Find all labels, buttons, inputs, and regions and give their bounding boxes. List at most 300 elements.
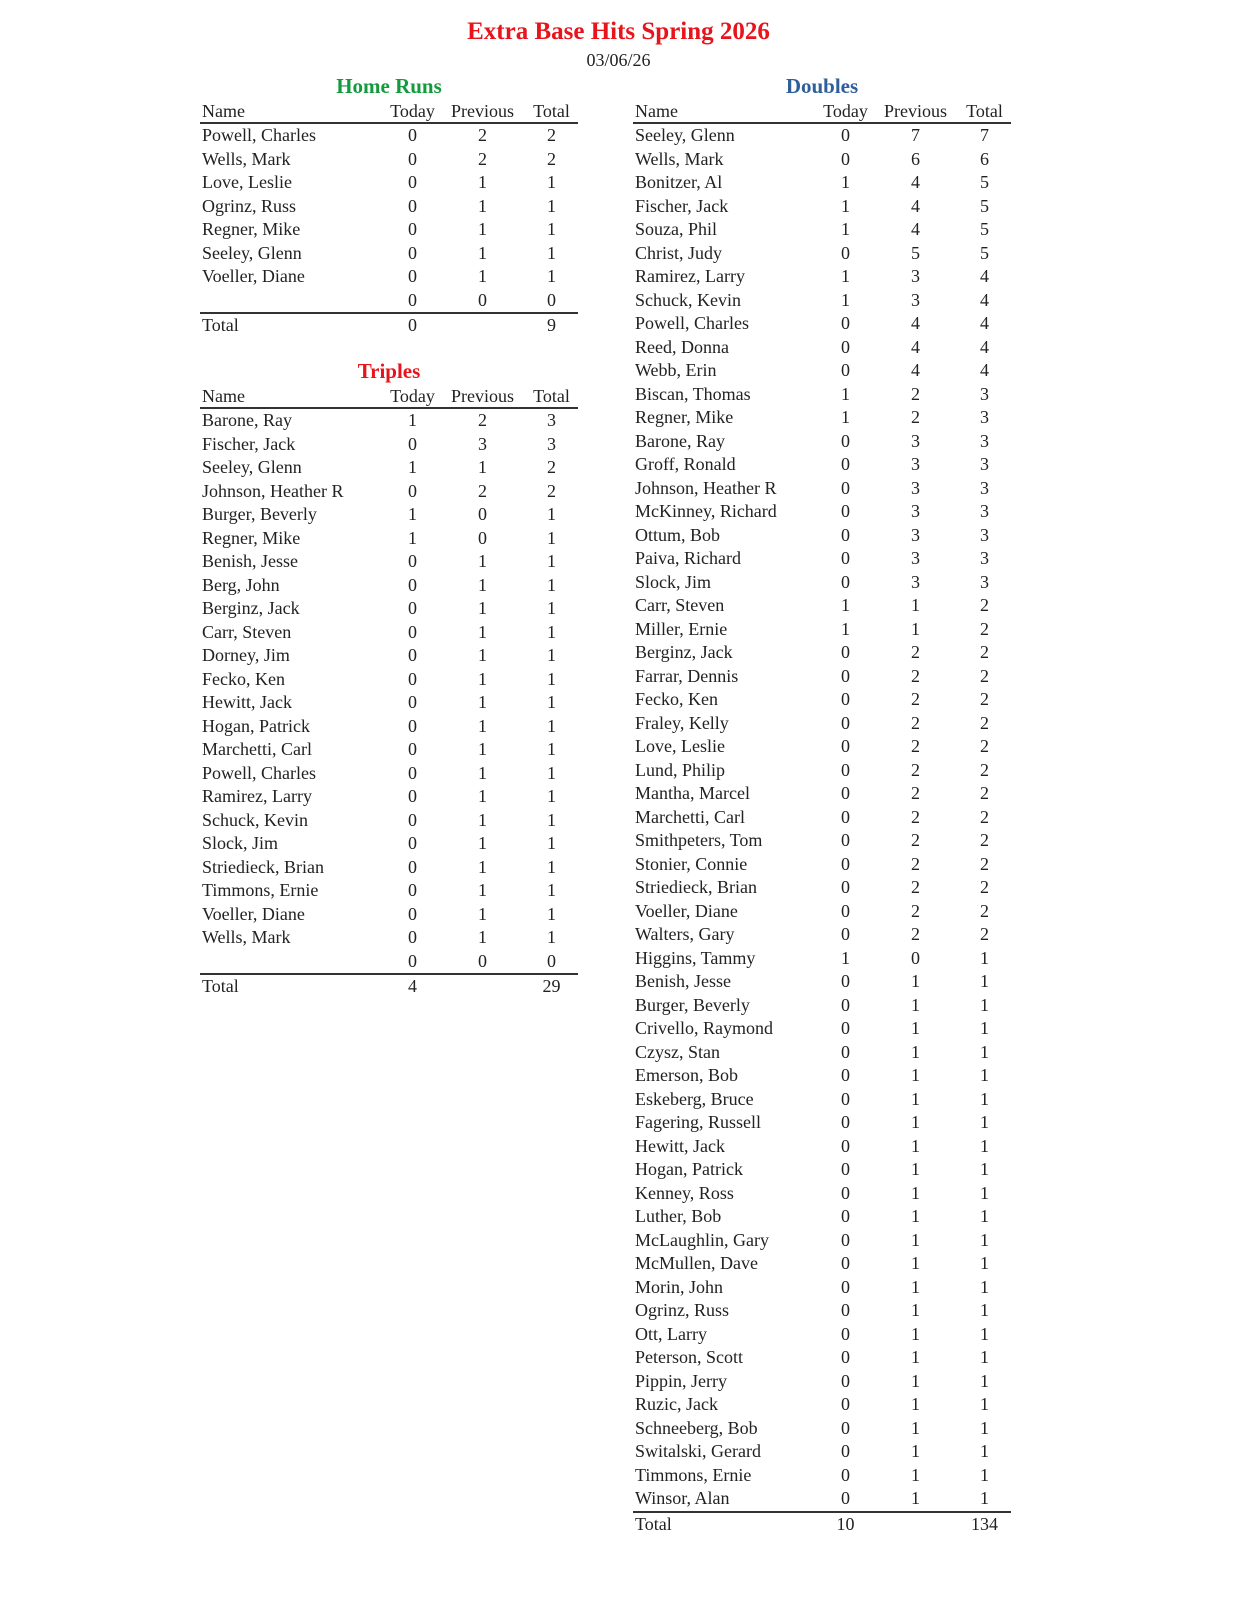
total-name: Total bbox=[633, 1512, 818, 1537]
cell-name: Ramirez, Larry bbox=[202, 786, 312, 806]
cell-today: 0 bbox=[841, 1135, 850, 1156]
table-row bbox=[200, 123, 578, 148]
table-row bbox=[633, 1276, 1011, 1300]
table-row bbox=[200, 456, 578, 480]
cell-total: 1 bbox=[547, 621, 556, 642]
cell-previous: 2 bbox=[911, 783, 920, 803]
table-row bbox=[633, 453, 1011, 477]
column-header-total: Total bbox=[958, 100, 1011, 123]
cell-name: McKinney, Richard bbox=[635, 501, 777, 521]
cell-total: 5 bbox=[980, 172, 989, 192]
cell-total: 1 bbox=[980, 994, 989, 1015]
cell-total: 1 bbox=[547, 574, 556, 595]
cell-name: Fagering, Russell bbox=[635, 1112, 761, 1132]
table-row bbox=[633, 1135, 1011, 1159]
cell-previous: 1 bbox=[478, 786, 487, 806]
cell-previous: 2 bbox=[911, 830, 920, 850]
cell-previous: 0 bbox=[911, 947, 920, 968]
cell-total: 2 bbox=[547, 480, 556, 501]
cell-previous: 1 bbox=[911, 1159, 920, 1179]
cell-previous: 1 bbox=[478, 762, 487, 783]
cell-previous: 1 bbox=[478, 621, 487, 642]
cell-previous: 2 bbox=[911, 736, 920, 756]
cell-total: 1 bbox=[980, 1088, 989, 1109]
cell-name: Bonitzer, Al bbox=[635, 172, 723, 192]
total-total: 134 bbox=[958, 1512, 1011, 1537]
cell-name: Fecko, Ken bbox=[635, 689, 718, 709]
cell-name: Love, Leslie bbox=[635, 736, 725, 756]
cell-name: Johnson, Heather R bbox=[635, 477, 777, 498]
cell-total: 3 bbox=[980, 430, 989, 451]
table-row bbox=[200, 574, 578, 598]
cell-previous: 1 bbox=[478, 927, 487, 947]
total-name: Total bbox=[200, 974, 385, 999]
cell-today: 0 bbox=[841, 1464, 850, 1485]
column-header-today: Today bbox=[385, 385, 440, 408]
cell-name: McLaughlin, Gary bbox=[635, 1229, 769, 1250]
table-row bbox=[633, 1393, 1011, 1417]
cell-name: Dorney, Jim bbox=[202, 645, 290, 665]
report-date: 03/06/26 bbox=[586, 50, 651, 70]
table-row bbox=[633, 242, 1011, 266]
table-row bbox=[633, 383, 1011, 407]
cell-previous: 1 bbox=[911, 1206, 920, 1226]
cell-previous: 5 bbox=[911, 242, 920, 263]
cell-name: Timmons, Ernie bbox=[635, 1464, 752, 1485]
cell-total: 2 bbox=[980, 595, 989, 615]
cell-name: Marchetti, Carl bbox=[635, 806, 745, 827]
cell-total: 1 bbox=[547, 786, 556, 806]
cell-previous: 1 bbox=[911, 1323, 920, 1344]
cell-name: Biscan, Thomas bbox=[635, 383, 751, 404]
cell-total: 0 bbox=[547, 289, 556, 310]
cell-previous: 4 bbox=[911, 219, 920, 239]
cell-name: Farrar, Dennis bbox=[635, 665, 739, 686]
cell-today: 0 bbox=[841, 148, 850, 169]
cell-previous: 3 bbox=[911, 501, 920, 521]
cell-today: 0 bbox=[408, 598, 417, 618]
cell-today: 0 bbox=[408, 266, 417, 286]
table-row bbox=[633, 547, 1011, 571]
cell-today: 0 bbox=[841, 336, 850, 357]
cell-total: 1 bbox=[980, 1206, 989, 1226]
cell-today: 0 bbox=[841, 1441, 850, 1461]
table-row bbox=[633, 406, 1011, 430]
table-row bbox=[633, 524, 1011, 548]
cell-today: 0 bbox=[841, 1347, 850, 1367]
cell-today: 0 bbox=[841, 689, 850, 709]
cell-today: 0 bbox=[841, 642, 850, 662]
total-today: 4 bbox=[385, 974, 440, 999]
cell-total: 3 bbox=[980, 501, 989, 521]
cell-name: Emerson, Bob bbox=[635, 1065, 738, 1085]
cell-previous: 4 bbox=[911, 313, 920, 333]
cell-previous: 1 bbox=[911, 1488, 920, 1508]
cell-total: 1 bbox=[547, 739, 556, 759]
table-row bbox=[633, 829, 1011, 853]
cell-today: 0 bbox=[841, 242, 850, 263]
cell-previous: 1 bbox=[478, 856, 487, 877]
cell-previous: 1 bbox=[911, 1253, 920, 1273]
cell-previous: 3 bbox=[911, 477, 920, 498]
table-row bbox=[200, 265, 578, 289]
cell-total: 1 bbox=[547, 172, 556, 192]
cell-name: Hewitt, Jack bbox=[202, 692, 292, 712]
cell-previous: 1 bbox=[911, 1441, 920, 1461]
table-row bbox=[633, 1346, 1011, 1370]
cell-today: 0 bbox=[408, 786, 417, 806]
cell-previous: 1 bbox=[911, 1018, 920, 1038]
cell-total: 1 bbox=[547, 833, 556, 853]
cell-previous: 1 bbox=[911, 1347, 920, 1367]
table-row bbox=[633, 1229, 1011, 1253]
cell-name: Voeller, Diane bbox=[635, 900, 738, 921]
cell-name: Switalski, Gerard bbox=[635, 1441, 761, 1461]
cell-today: 0 bbox=[841, 1417, 850, 1438]
cell-previous: 3 bbox=[911, 524, 920, 545]
table-row bbox=[633, 500, 1011, 524]
cell-today: 0 bbox=[408, 668, 417, 689]
cell-name: Souza, Phil bbox=[635, 219, 718, 239]
cell-today: 0 bbox=[841, 994, 850, 1015]
cell-today: 0 bbox=[408, 739, 417, 759]
cell-name: Paiva, Richard bbox=[635, 548, 741, 568]
cell-total: 3 bbox=[980, 454, 989, 474]
cell-previous: 1 bbox=[478, 598, 487, 618]
cell-previous: 3 bbox=[478, 433, 487, 454]
cell-previous: 1 bbox=[911, 1088, 920, 1109]
total-row bbox=[633, 1512, 1011, 1537]
cell-today: 0 bbox=[841, 712, 850, 733]
cell-previous: 2 bbox=[911, 806, 920, 827]
cell-previous: 2 bbox=[911, 853, 920, 874]
cell-name: Berginz, Jack bbox=[202, 598, 300, 618]
table-row bbox=[633, 782, 1011, 806]
cell-name: Barone, Ray bbox=[635, 430, 725, 451]
cell-today: 0 bbox=[408, 880, 417, 900]
table-row bbox=[200, 762, 578, 786]
table-row bbox=[200, 691, 578, 715]
cell-total: 4 bbox=[980, 360, 989, 380]
cell-name: Timmons, Ernie bbox=[202, 880, 319, 900]
cell-today: 0 bbox=[841, 1370, 850, 1391]
table-row bbox=[633, 218, 1011, 242]
cell-today: 0 bbox=[841, 1159, 850, 1179]
cell-today: 1 bbox=[841, 266, 850, 286]
table-row bbox=[633, 477, 1011, 501]
cell-today: 1 bbox=[408, 457, 417, 477]
table-row bbox=[200, 856, 578, 880]
cell-total: 2 bbox=[980, 924, 989, 944]
cell-name: Burger, Beverly bbox=[635, 994, 750, 1015]
table-row bbox=[633, 688, 1011, 712]
cell-today: 1 bbox=[841, 289, 850, 310]
table-row bbox=[200, 785, 578, 809]
total-today: 10 bbox=[818, 1512, 873, 1537]
cell-previous: 1 bbox=[911, 1182, 920, 1203]
cell-today: 0 bbox=[841, 971, 850, 991]
table-row bbox=[200, 527, 578, 551]
cell-total: 1 bbox=[547, 903, 556, 924]
cell-total: 1 bbox=[547, 598, 556, 618]
cell-name: Hogan, Patrick bbox=[635, 1159, 743, 1179]
table-row bbox=[633, 123, 1011, 148]
cell-name bbox=[200, 950, 385, 975]
cell-today: 1 bbox=[841, 407, 850, 427]
cell-total: 1 bbox=[547, 266, 556, 286]
cell-total: 3 bbox=[547, 410, 556, 430]
cell-today: 1 bbox=[408, 527, 417, 548]
table-row bbox=[200, 408, 578, 433]
cell-total: 3 bbox=[547, 433, 556, 454]
cell-total: 4 bbox=[980, 266, 989, 286]
cell-name: McMullen, Dave bbox=[635, 1253, 758, 1273]
table-row bbox=[633, 806, 1011, 830]
cell-previous: 1 bbox=[478, 172, 487, 192]
cell-total: 2 bbox=[980, 736, 989, 756]
cell-name: Czysz, Stan bbox=[635, 1041, 720, 1062]
cell-today: 0 bbox=[841, 1394, 850, 1414]
cell-name: Higgins, Tammy bbox=[635, 947, 756, 968]
column-header-today: Today bbox=[385, 100, 440, 123]
cell-previous: 0 bbox=[478, 527, 487, 548]
table-row bbox=[633, 853, 1011, 877]
cell-name: Mantha, Marcel bbox=[635, 783, 750, 803]
cell-name: Marchetti, Carl bbox=[202, 739, 312, 759]
cell-today: 0 bbox=[408, 715, 417, 736]
cell-total: 1 bbox=[547, 668, 556, 689]
cell-previous: 1 bbox=[478, 880, 487, 900]
cell-total: 1 bbox=[980, 1135, 989, 1156]
cell-name: Regner, Mike bbox=[202, 219, 301, 239]
cell-name: Ramirez, Larry bbox=[635, 266, 745, 286]
cell-name: Ogrinz, Russ bbox=[635, 1300, 729, 1320]
cell-total: 2 bbox=[980, 900, 989, 921]
table-row bbox=[633, 618, 1011, 642]
cell-name: Peterson, Scott bbox=[635, 1347, 743, 1367]
cell-total: 1 bbox=[980, 1441, 989, 1461]
cell-today: 1 bbox=[841, 172, 850, 192]
cell-previous: 2 bbox=[478, 148, 487, 169]
cell-name: Seeley, Glenn bbox=[202, 242, 302, 263]
cell-total: 2 bbox=[980, 642, 989, 662]
cell-total: 1 bbox=[980, 947, 989, 968]
cell-name: Wells, Mark bbox=[635, 148, 724, 169]
cell-today: 0 bbox=[408, 621, 417, 642]
total-today: 0 bbox=[385, 313, 440, 338]
column-header-name: Name bbox=[633, 100, 818, 123]
cell-name: Kenney, Ross bbox=[635, 1182, 734, 1203]
table-row bbox=[633, 430, 1011, 454]
cell-total: 1 bbox=[980, 1394, 989, 1414]
cell-name: Berginz, Jack bbox=[635, 642, 733, 662]
doubles-title: Doubles bbox=[785, 74, 859, 98]
cell-total: 1 bbox=[547, 527, 556, 548]
cell-total: 1 bbox=[980, 971, 989, 991]
total-total: 9 bbox=[525, 313, 578, 338]
cell-previous: 2 bbox=[911, 665, 920, 686]
table-row bbox=[633, 336, 1011, 360]
cell-today: 0 bbox=[841, 1276, 850, 1297]
cell-today: 0 bbox=[408, 856, 417, 877]
cell-total: 1 bbox=[547, 551, 556, 571]
cell-total: 1 bbox=[980, 1323, 989, 1344]
cell-name: Carr, Steven bbox=[635, 595, 725, 615]
cell-total: 1 bbox=[547, 692, 556, 712]
cell-total: 5 bbox=[980, 242, 989, 263]
cell-name: Winsor, Alan bbox=[635, 1488, 730, 1508]
cell-name: Striedieck, Brian bbox=[635, 877, 757, 897]
cell-total: 4 bbox=[980, 336, 989, 357]
cell-previous: 3 bbox=[911, 548, 920, 568]
cell-previous: 4 bbox=[911, 195, 920, 216]
cell-previous: 2 bbox=[478, 410, 487, 430]
cell-name: Seeley, Glenn bbox=[202, 457, 302, 477]
cell-previous: 1 bbox=[911, 1065, 920, 1085]
table-row bbox=[633, 665, 1011, 689]
cell-name: Benish, Jesse bbox=[202, 551, 298, 571]
cell-name: Ruzic, Jack bbox=[635, 1394, 718, 1414]
table-row bbox=[200, 550, 578, 574]
cell-today: 0 bbox=[408, 433, 417, 454]
cell-previous: 1 bbox=[478, 715, 487, 736]
cell-name: Fraley, Kelly bbox=[635, 712, 729, 733]
cell-today: 0 bbox=[841, 665, 850, 686]
table-header-row bbox=[633, 100, 1011, 123]
cell-today: 0 bbox=[841, 1300, 850, 1320]
cell-today: 0 bbox=[841, 571, 850, 592]
cell-total: 2 bbox=[980, 783, 989, 803]
cell-total: 3 bbox=[980, 571, 989, 592]
cell-total: 1 bbox=[980, 1488, 989, 1508]
cell-name: Burger, Beverly bbox=[202, 504, 317, 524]
table-row bbox=[633, 1487, 1011, 1512]
cell-today: 0 bbox=[841, 1065, 850, 1085]
cell-today: 0 bbox=[841, 125, 850, 145]
cell-name: Pippin, Jerry bbox=[635, 1370, 727, 1391]
cell-total: 1 bbox=[547, 762, 556, 783]
total-row bbox=[200, 974, 578, 999]
cell-name: Christ, Judy bbox=[635, 242, 723, 263]
cell-previous: 1 bbox=[911, 1300, 920, 1320]
cell-today: 0 bbox=[841, 454, 850, 474]
cell-name: Johnson, Heather R bbox=[202, 480, 344, 501]
cell-today: 0 bbox=[841, 524, 850, 545]
cell-total: 1 bbox=[547, 880, 556, 900]
cell-today: 0 bbox=[841, 900, 850, 921]
cell-total: 2 bbox=[980, 853, 989, 874]
table-row bbox=[200, 715, 578, 739]
cell-name: Crivello, Raymond bbox=[635, 1018, 773, 1038]
table-row bbox=[200, 195, 578, 219]
cell-name: Powell, Charles bbox=[202, 762, 316, 783]
cell-name: Eskeberg, Bruce bbox=[635, 1088, 754, 1109]
cell-today: 1 bbox=[841, 947, 850, 968]
total-row bbox=[200, 313, 578, 338]
cell-total: 5 bbox=[980, 195, 989, 216]
cell-previous: 1 bbox=[478, 219, 487, 239]
table-row bbox=[633, 359, 1011, 383]
cell-today: 0 bbox=[841, 853, 850, 874]
cell-name: Powell, Charles bbox=[202, 125, 316, 145]
cell-previous: 0 bbox=[478, 289, 487, 310]
cell-total: 2 bbox=[547, 457, 556, 477]
cell-today: 0 bbox=[408, 242, 417, 263]
cell-name: Fischer, Jack bbox=[635, 195, 729, 216]
cell-today: 0 bbox=[408, 195, 417, 216]
cell-previous: 2 bbox=[911, 642, 920, 662]
table-row bbox=[200, 171, 578, 195]
cell-name: Groff, Ronald bbox=[635, 454, 736, 474]
cell-total: 1 bbox=[980, 1065, 989, 1085]
table-row bbox=[200, 950, 578, 975]
cell-today: 0 bbox=[841, 783, 850, 803]
cell-today: 0 bbox=[841, 1182, 850, 1203]
cell-total: 1 bbox=[547, 504, 556, 524]
cell-today: 1 bbox=[841, 383, 850, 404]
table-row bbox=[633, 195, 1011, 219]
table-row bbox=[633, 1017, 1011, 1041]
cell-today: 1 bbox=[408, 410, 417, 430]
cell-previous: 3 bbox=[911, 289, 920, 310]
cell-previous: 1 bbox=[478, 645, 487, 665]
table-row bbox=[633, 900, 1011, 924]
column-header-previous: Previous bbox=[873, 100, 958, 123]
table-row bbox=[633, 1041, 1011, 1065]
cell-previous: 1 bbox=[911, 1229, 920, 1250]
cell-name: Regner, Mike bbox=[202, 527, 301, 548]
cell-name: Ogrinz, Russ bbox=[202, 195, 296, 216]
cell-total: 1 bbox=[980, 1300, 989, 1320]
table-row bbox=[633, 876, 1011, 900]
cell-today: 0 bbox=[841, 501, 850, 521]
cell-total: 1 bbox=[547, 195, 556, 216]
cell-total: 2 bbox=[980, 618, 989, 639]
cell-today: 0 bbox=[408, 480, 417, 501]
cell-name: Voeller, Diane bbox=[202, 266, 305, 286]
cell-name: Lund, Philip bbox=[635, 759, 726, 780]
table-row bbox=[200, 433, 578, 457]
cell-previous: 4 bbox=[911, 360, 920, 380]
cell-today: 0 bbox=[841, 1323, 850, 1344]
cell-today: 0 bbox=[841, 313, 850, 333]
table-row bbox=[633, 594, 1011, 618]
table-row bbox=[633, 1299, 1011, 1323]
table-row bbox=[200, 809, 578, 833]
cell-today: 0 bbox=[841, 477, 850, 498]
cell-previous: 1 bbox=[911, 1394, 920, 1414]
cell-today: 0 bbox=[408, 148, 417, 169]
cell-name: Slock, Jim bbox=[202, 833, 279, 853]
column-header-previous: Previous bbox=[440, 385, 525, 408]
cell-previous: 2 bbox=[911, 689, 920, 709]
cell-total: 3 bbox=[980, 524, 989, 545]
cell-total: 2 bbox=[980, 712, 989, 733]
column-header-total: Total bbox=[525, 385, 578, 408]
table-row bbox=[633, 970, 1011, 994]
cell-total: 2 bbox=[547, 125, 556, 145]
cell-today: 0 bbox=[408, 574, 417, 595]
cell-previous: 1 bbox=[911, 1417, 920, 1438]
cell-today: 0 bbox=[841, 759, 850, 780]
cell-total: 3 bbox=[980, 477, 989, 498]
cell-previous: 1 bbox=[478, 668, 487, 689]
total-previous bbox=[440, 974, 525, 999]
table-row bbox=[633, 1252, 1011, 1276]
cell-name: Miller, Ernie bbox=[635, 618, 728, 639]
doubles-table bbox=[633, 100, 1011, 1536]
column-header-total: Total bbox=[525, 100, 578, 123]
